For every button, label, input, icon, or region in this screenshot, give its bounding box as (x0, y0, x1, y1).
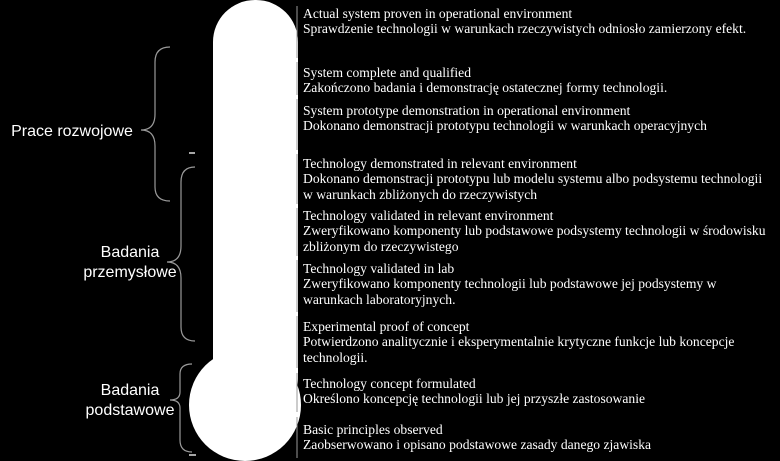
level-description-pl: Zakończono badania i demonstrację ostatecznej formy technologii. (303, 80, 668, 96)
level-title-en: System complete and qualified (303, 65, 471, 80)
level-description-pl: Zweryfikowano komponenty technologii lub podstawowe jej podsystemy w warunkach laboratoryjnych. (303, 276, 717, 307)
level-title-en: Technology validated in relevant environment (303, 208, 554, 223)
category-label-line: Badania (100, 244, 160, 261)
thermometer-bulb (189, 349, 301, 461)
category-label (80, 243, 180, 282)
category-label-line: Badania (100, 382, 160, 399)
category-label-line: podstawowe (85, 401, 175, 419)
trl-level (303, 103, 773, 134)
trl-level (303, 156, 773, 202)
trl-level (303, 261, 773, 307)
trl-level (303, 422, 773, 453)
trl-level (303, 6, 773, 37)
level-title-en: Actual system proven in operational environment (303, 6, 573, 21)
trl-level (303, 319, 773, 365)
category-label (80, 381, 180, 420)
level-description-pl: Sprawdzenie technologii w warunkach rzeczywistych odniosło zamierzony efekt. (303, 21, 747, 37)
level-description-pl: Zaobserwowano i opisano podstawowe zasady danego zjawiska (303, 437, 652, 453)
category-label (7, 122, 137, 142)
trl-level (303, 208, 773, 254)
level-description-pl: Dokonano demonstracji prototypu technologii w warunkach operacyjnych (303, 118, 707, 134)
trl-level (303, 65, 773, 96)
level-title-en: Technology concept formulated (303, 376, 476, 391)
trl-level (303, 376, 773, 407)
level-title-en: Basic principles observed (303, 422, 443, 437)
level-title-en: Technology demonstrated in relevant environment (303, 156, 577, 171)
level-title-en: Technology validated in lab (303, 261, 455, 276)
category-label-line: Prace rozwojowe (11, 123, 133, 140)
level-title-en: System prototype demonstration in operational environment (303, 103, 631, 118)
level-description-pl: Potwierdzono analitycznie i eksperymentalnie krytyczne funkcje lub koncepcje technologii. (303, 334, 735, 365)
level-description-pl: Dokonano demonstracji prototypu lub modelu systemu albo podsystemu technologii w warunkach zbliżonych do rzeczywistych (303, 171, 763, 202)
level-description-pl: Określono koncepcję technologii lub jej przyszłe zastosowanie (303, 391, 646, 407)
level-description-pl: Zweryfikowano komponenty lub podstawowe podsystemy technologii w środowisku zbliżonym do rzeczywistego (303, 223, 766, 254)
brace-prace-rozwojowe (141, 47, 170, 201)
category-label-line: przemysłowe (83, 263, 177, 281)
level-title-en: Experimental proof of concept (303, 319, 470, 334)
